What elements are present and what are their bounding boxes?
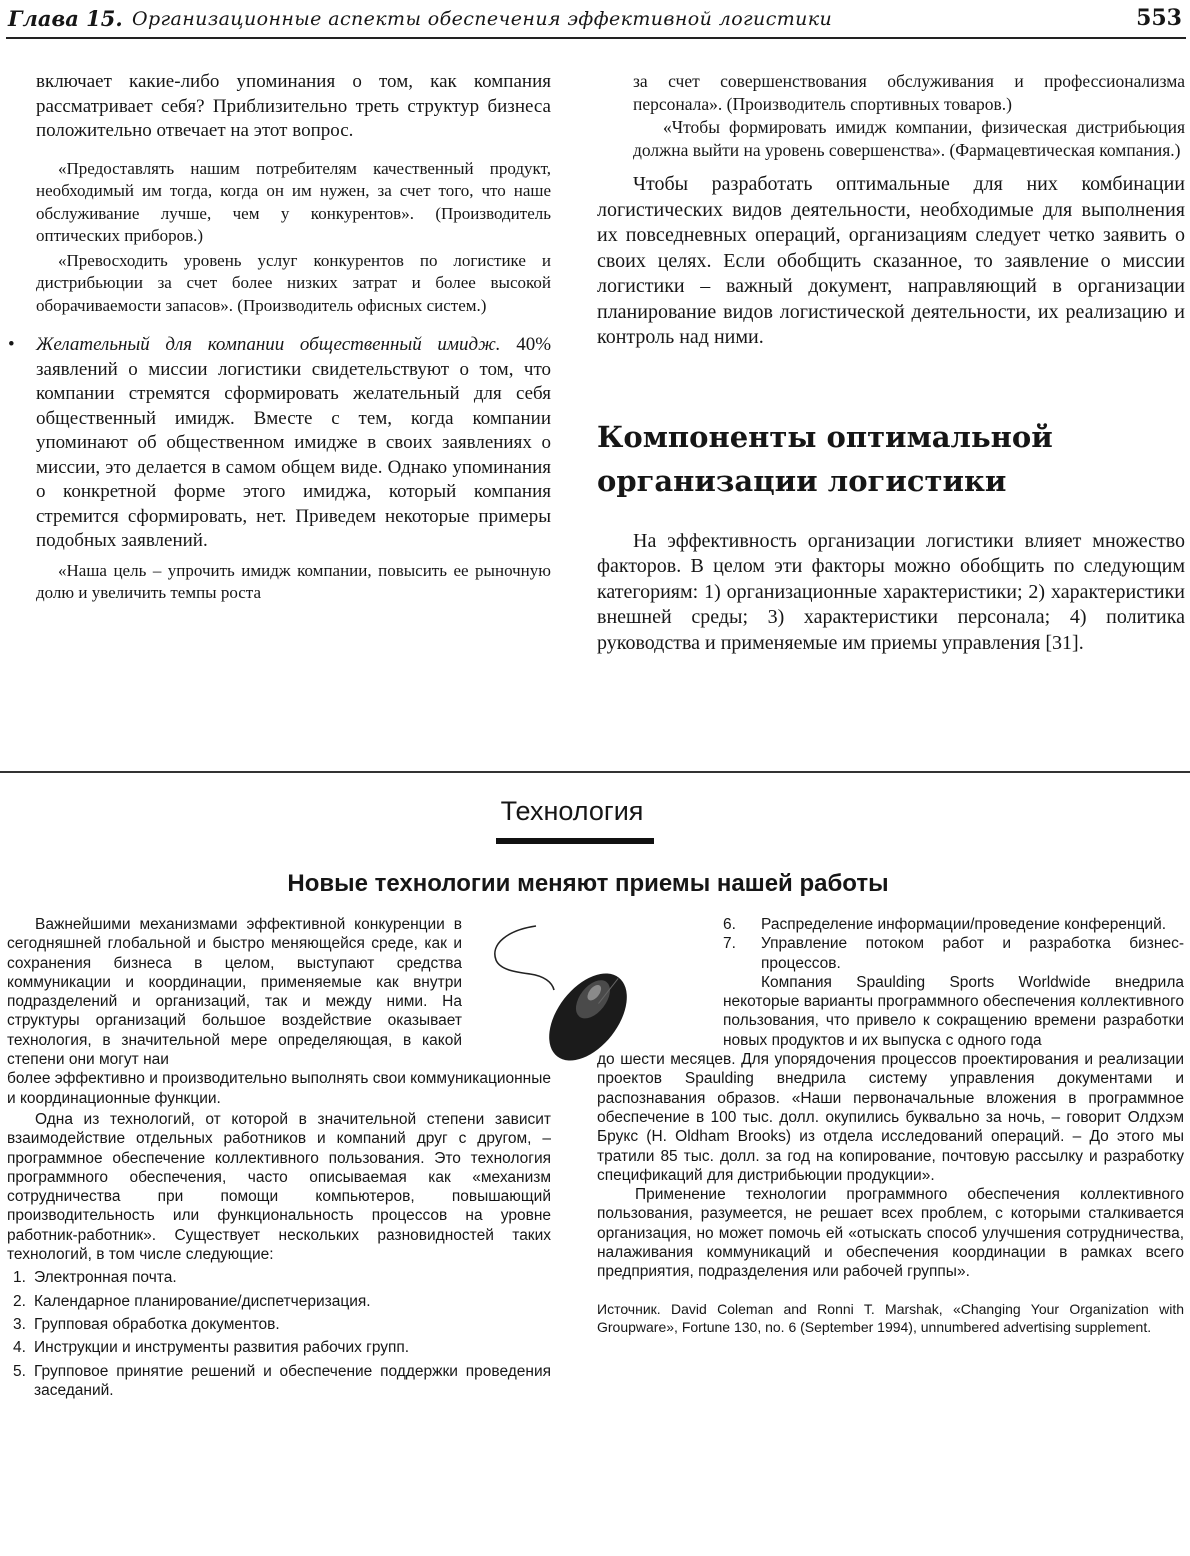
left-text-column [8, 70, 552, 605]
paragraph: Применение технологии программного обеспечения коллективного пользования, разумеется, не решает всех проблем, с которыми сталкивается организация, но может помочь ей «отыскать способ улучшения сотрудничества, налаживания коммуникаций и обеспечения координации в рамках всего предприятия, подразделения или рабочей группы». [597, 1186, 1184, 1281]
technology-list [7, 1268, 551, 1400]
page-number: 553 [1136, 5, 1182, 31]
quote-sports: «Наша цель – упрочить имидж компании, повысить ее рыночную долю и увеличить темпы роста [36, 560, 551, 602]
list-item: 6. Распределение информации/проведение конференций. [723, 916, 1167, 933]
bullet-text: 40% заявлений о миссии логистики свидетельствуют о том, что компании стремятся сформировать желательный для себя общественный имидж. Вместе с тем, когда компании упоминают об общественном имидже в своих заявлениях о миссии, это делается в самом общем виде. Однако упоминания о конкретной форме этого имиджа, который компания стремится сформировать, нет. Приведем некоторые примеры подобных заявлений. [36, 334, 552, 551]
box-label: Технология [500, 796, 644, 826]
box-label-underline [496, 838, 654, 844]
box-title: Новые технологии меняют приемы нашей работы [287, 870, 889, 897]
paragraph: На эффективность организации логистики влияет множество факторов. В целом эти факторы можно обобщить по следующим категориям: 1) организационные характеристики; 2) характеристики внешней среды; 3) характеристики персонала; 4) политика руководства и применяемые им приемы управления [31]. [597, 529, 1185, 654]
bullet-icon: • [8, 334, 15, 355]
chapter-label: Глава 15. [8, 6, 123, 31]
paragraph: включает какие-либо упоминания о том, как компания рассматривает себя? Приблизительно треть структур бизнеса положительно отвечает на этот вопрос. [36, 71, 551, 141]
bullet-item-image [8, 333, 552, 554]
quote-optical: «Предоставлять нашим потребителям качественный продукт, необходимый им тогда, когда он им нужен, за счет того, что наше обслуживание лучше, чем у конкурентов». (Производитель оптических приборов.) [36, 158, 551, 245]
list-item: 2. Календарное планирование/диспетчеризация. [13, 1292, 371, 1310]
paragraph: до шести месяцев. Для упорядочения процессов проектирования и реализации проектов Spaulding внедрила систему управления документами и распознавания образов. «Наши первоначальные вложения в программное обеспечение в 100 тыс. долл. окупились буквально за ночь, – говорит Олдхэм Брукс (H. Oldham Brooks) из отдела исследований операций. – До этого мы тратили 85 тыс. долл. за год на копирование, почтовую рассылку и разработку спецификаций для дистрибьюции продукции». [597, 1051, 1184, 1184]
box-left-column [7, 915, 551, 1404]
bullet-lead: Желательный для компании общественный имидж. [36, 334, 501, 355]
paragraph: более эффективно и производительно выполнять свои коммуникационные и координационные функции. [7, 1070, 551, 1107]
right-text-column [597, 70, 1185, 656]
paragraph: Чтобы разработать оптимальные для них комбинации логистических видов деятельности, необходимые для выполнения их повседневных операций, организациям следует четко заявить о своих целях. Если обобщить сказанное, то заявление о миссии логистики – важный документ, направляющий в организации планирование видов логистической деятельности, их реализацию и контроль над ними. [597, 173, 1185, 348]
paragraph: Важнейшими механизмами эффективной конкуренции в сегодняшней глобальной и быстро меняющейся среде, как и сохранения бизнеса в целом, выступают средства коммуникации и координации, применяемые как внутри подразделений и организаций, так и между ними. На структуры организаций большое воздействие оказывает технология, в значительной мере определяющая, в какой степени они могут наи [7, 916, 462, 1069]
list-item: 5. Групповое принятие решений и обеспечение поддержки проведения заседаний. [13, 1362, 551, 1399]
list-item: 4. Инструкции и инструменты развития рабочих групп. [13, 1339, 410, 1357]
source-note: Источник. David Coleman and Ronni T. Marshak, «Changing Your Organization with Groupware», Fortune 130, no. 6 (September 1994), unnumbered advertising supplement. [597, 1300, 1184, 1335]
section-heading: Компоненты оптимальной организации логистики [597, 419, 1053, 498]
box-top-rule [0, 771, 1190, 773]
list-item: 3. Групповая обработка документов. [13, 1315, 280, 1333]
paragraph: Одна из технологий, от которой в значительной степени зависит взаимодействие отдельных работников и компаний друг с другом, – программное обеспечение коллективного пользования. Это технология программного обеспечения, часто описываемая как «механизм сотрудничества при помощи компьютеров, повышающий производительность или функциональность процессов на уровне работник-работник». Существует нескольких разновидностей таких технологий, в том числе следующие: [7, 1110, 551, 1264]
quote-office: «Превосходить уровень услуг конкурентов по логистике и дистрибьюции за счет более низких затрат и более высокой оборачиваемости запасов». (Производитель офисных систем.) [36, 250, 551, 315]
running-head [8, 2, 1186, 36]
quote-pharma: «Чтобы формировать имидж компании, физическая дистрибьюция должна выйти на уровень совершенства». (Фармацевтическая компания.) [633, 117, 1185, 160]
list-item: 7. Управление потоком работ и разработка бизнес-процессов. [723, 935, 1184, 972]
header-rule [6, 37, 1186, 39]
chapter-title: Организационные аспекты обеспечения эффективной логистики [132, 8, 833, 30]
box-right-column [597, 915, 1184, 1336]
list-item: 1. Электронная почта. [13, 1269, 177, 1287]
quote-sports-continued: за счет совершенствования обслуживания и профессионализма персонала». (Производитель спортивных товаров.) [633, 71, 1185, 114]
paragraph: Компания Spaulding Sports Worldwide внедрила некоторые варианты программного обеспечения коллективного пользования, что привело к сокращению времени разработки новых продуктов и их выпуска с одного года [723, 973, 1184, 1049]
technology-list-continued [723, 915, 1184, 973]
